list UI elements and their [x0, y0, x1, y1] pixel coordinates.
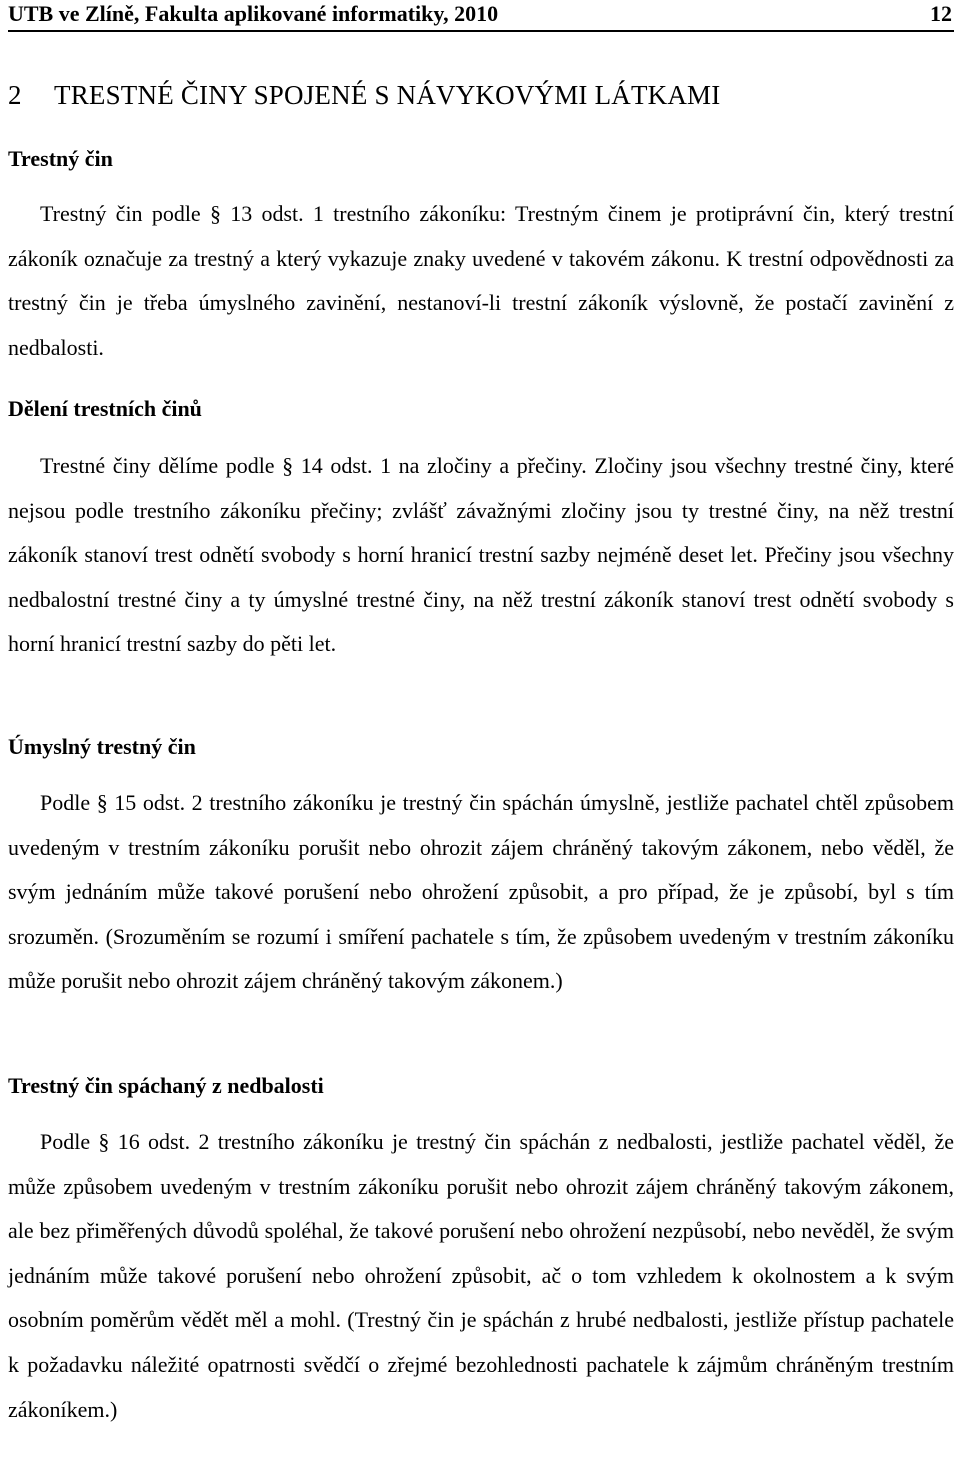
section-text-deleni: Trestné činy dělíme podle § 14 odst. 1 na zločiny a přečiny. Zločiny jsou všechny trestné činy, které nejsou podle trestního zákoníku přečiny; zvlášť závažnými zločiny jsou ty trestné činy, na něž trestní zákoník stanoví trest odnětí svobody s horní hranicí trestní sazby nejméně deset let. Přečiny jsou všechny nedbalostní trestné činy a ty úmyslné trestné činy, na něž trestní zákoník stanoví trest odnětí svobody s horní hranicí trestní sazby do pěti let. [8, 453, 954, 657]
section-text-nedbalost: Podle § 16 odst. 2 trestního zákoníku je trestný čin spáchán z nedbalosti, jestliže pachatel věděl, že může způsobem uvedeným v trestním zákoníku porušit nebo ohrozit zájem chráněný takovým zákonem, ale bez přiměřených důvodů spoléhal, že takové porušení nebo ohrožení nezpůsobí, nebo nevěděl, že svým jednáním může takové porušení nebo ohrožení způsobit, ač o tom vzhledem k okolnostem a k svým osobním poměrům vědět měl a mohl. (Trestný čin je spáchán z hrubé nedbalosti, jestliže přístup pachatele k požadavku náležité opatrnosti svědčí o zřejmé bezohlednosti pachatele k zájmům chráněným trestním zákoníkem.) [8, 1129, 954, 1422]
chapter-title-text: TRESTNÉ ČINY SPOJENÉ S NÁVYKOVÝMI LÁTKAMI [54, 80, 721, 110]
running-header [8, 0, 954, 32]
section-heading-umyslny: Úmyslný trestný čin [8, 734, 196, 759]
section-heading-deleni: Dělení trestních činů [8, 396, 202, 421]
section-text-trestny-cin: Trestný čin podle § 13 odst. 1 trestního zákoníku: Trestným činem je protiprávní čin, který trestní zákoník označuje za trestný a který vykazuje znaky uvedené v takovém zákonu. K trestní odpovědnosti za trestný čin je třeba úmyslného zavinění, nestanoví-li trestní zákoník výslovně, že postačí zavinění z nedbalosti. [8, 201, 954, 360]
section-heading-trestny-cin: Trestný čin [8, 146, 113, 171]
header-title: UTB ve Zlíně, Fakulta aplikované informatiky, 2010 [8, 1, 499, 26]
page-number: 12 [930, 1, 952, 26]
section-text-umyslny: Podle § 15 odst. 2 trestního zákoníku je trestný čin spáchán úmyslně, jestliže pachatel chtěl způsobem uvedeným v trestním zákoníku porušit nebo ohrozit zájem chráněný takovým zákonem, nebo věděl, že svým jednáním může takové porušení nebo ohrožení způsobit, a pro případ, že je způsobí, byl s tím srozuměn. (Srozuměním se rozumí i smíření pachatele s tím, že způsobem uvedeným v trestním zákoníku může porušit nebo ohrozit zájem chráněný takovým zákonem.) [8, 790, 954, 994]
chapter-number: 2 [8, 80, 22, 110]
section-heading-nedbalost: Trestný čin spáchaný z nedbalosti [8, 1073, 324, 1098]
chapter-title [8, 80, 720, 111]
